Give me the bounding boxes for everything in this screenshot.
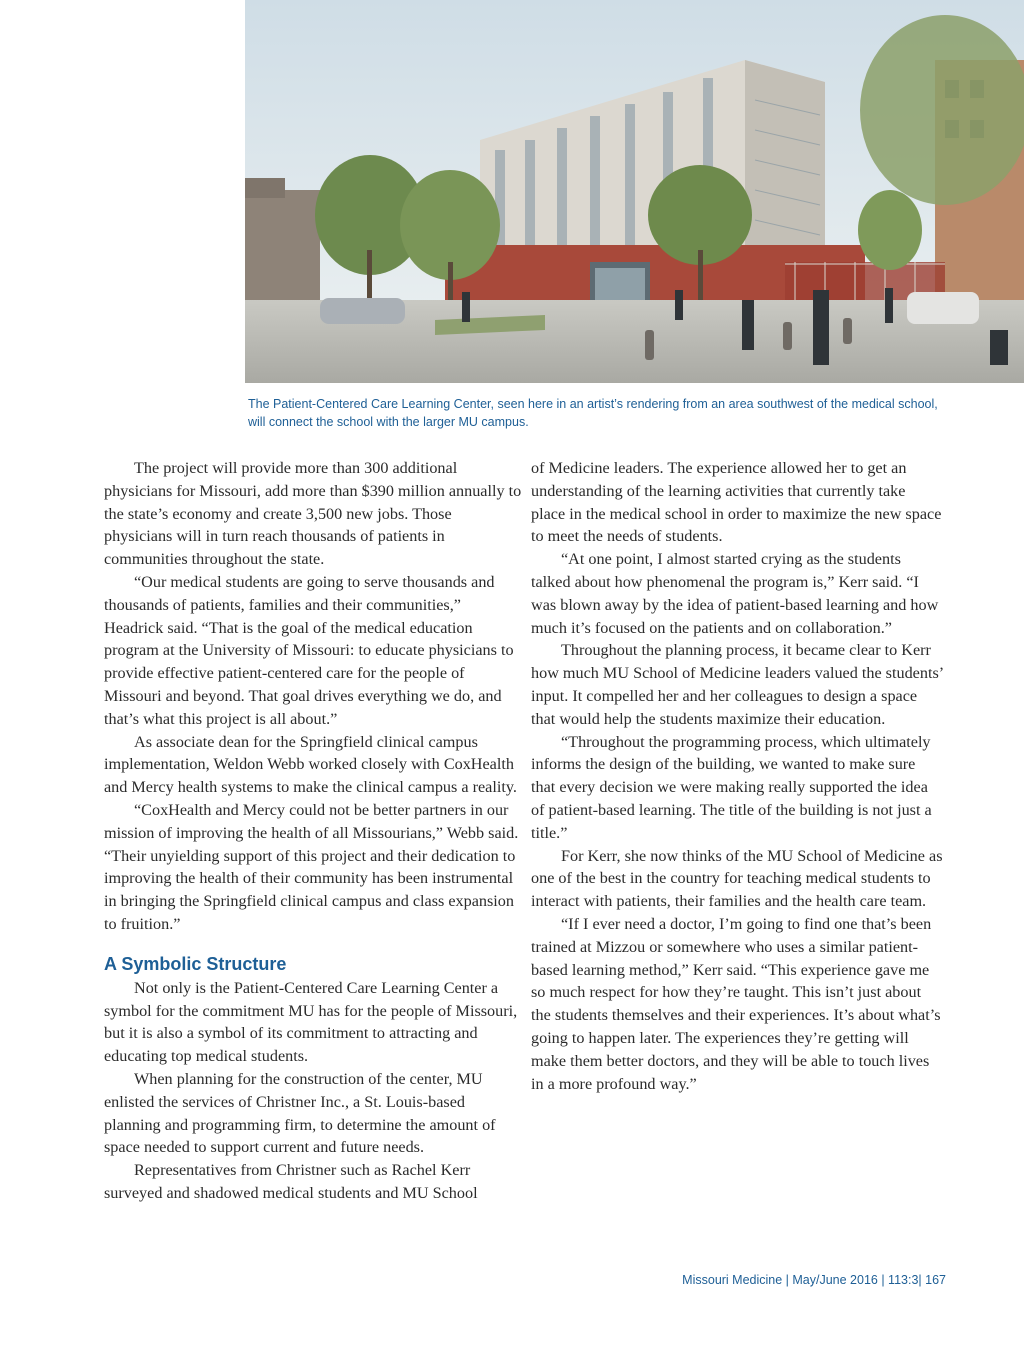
article-column-left bbox=[104, 457, 524, 1205]
figure-caption: The Patient-Centered Care Learning Center, seen here in an artist’s rendering from an area southwest of the medical school, will connect the school with the larger MU campus. bbox=[248, 397, 938, 429]
body-paragraph: of Medicine leaders. The experience allowed her to get an understanding of the learning activities that currently take place in the medical school in order to maximize the new space to meet the needs of students. bbox=[531, 459, 942, 546]
body-paragraph: For Kerr, she now thinks of the MU School of Medicine as one of the best in the country for teaching medical students to interact with patients, their families and the health care team. bbox=[531, 846, 943, 911]
article-column-right bbox=[531, 457, 943, 1095]
body-paragraph: As associate dean for the Springfield clinical campus implementation, Weldon Webb worked closely with CoxHealth and Mercy health systems to make the clinical campus a reality. bbox=[104, 732, 517, 797]
body-paragraph: When planning for the construction of the center, MU enlisted the services of Christner Inc., a St. Louis-based planning and programming firm, to determine the amount of space needed to support current and future needs. bbox=[104, 1069, 496, 1157]
body-paragraph: “CoxHealth and Mercy could not be better partners in our mission of improving the health of all Missourians,” Webb said. “Their unyielding support of this project and their dedication to improving the health of their community has been instrumental in bringing the Springfield clinical campus and class expansion to fruition.” bbox=[104, 800, 519, 933]
body-paragraph: The project will provide more than 300 additional physicians for Missouri, add more than $390 million annually to the state’s economy and create 3,500 new jobs. Those physicians will in turn reach thousands of patients in communities throughout the state. bbox=[104, 459, 522, 569]
body-paragraph: “Our medical students are going to serve thousands and thousands of patients, families and their communities,” Headrick said. “That is the goal of the medical education program at the University of Missouri: to educate physicians to provide effective patient-centered care for the people of Missouri and beyond. That goal drives everything we do, and that’s what this project is all about.” bbox=[104, 572, 514, 728]
body-paragraph: Not only is the Patient-Centered Care Learning Center a symbol for the commitment MU has for the people of Missouri, but it is also a symbol of its commitment to attracting and educating top medical students. bbox=[104, 978, 518, 1066]
body-paragraph: Throughout the planning process, it became clear to Kerr how much MU School of Medicine leaders valued the students’ input. It compelled her and her colleagues to design a space that would help the students maximize their education. bbox=[531, 641, 943, 728]
building-rendering-image bbox=[245, 0, 1024, 383]
body-paragraph: “Throughout the programming process, which ultimately informs the design of the building, we wanted to make sure that every decision we were making really supported the idea of patient-based learning. The title of the building is not just a title.” bbox=[531, 732, 932, 842]
body-paragraph: “If I ever need a doctor, I’m going to find one that’s been trained at Mizzou or somewhere who uses a similar patient-based learning method,” Kerr said. “This experience gave me so much respect for how they’re taught. This isn’t just about the students themselves and their experiences. It’s about what’s going to happen later. The experiences they’re getting will make them better doctors, and they will be able to touch lives in a more profound way.” bbox=[531, 914, 941, 1093]
section-heading: A Symbolic Structure bbox=[104, 953, 287, 974]
body-paragraph: Representatives from Christner such as Rachel Kerr surveyed and shadowed medical students and MU School bbox=[104, 1161, 478, 1202]
body-paragraph: “At one point, I almost started crying as the students talked about how phenomenal the program is,” Kerr said. “I was blown away by the idea of patient-based learning and how much it’s focused on the patients and on collaboration.” bbox=[531, 550, 939, 637]
page-footer: Missouri Medicine | May/June 2016 | 113:3| 167 bbox=[682, 1273, 946, 1287]
